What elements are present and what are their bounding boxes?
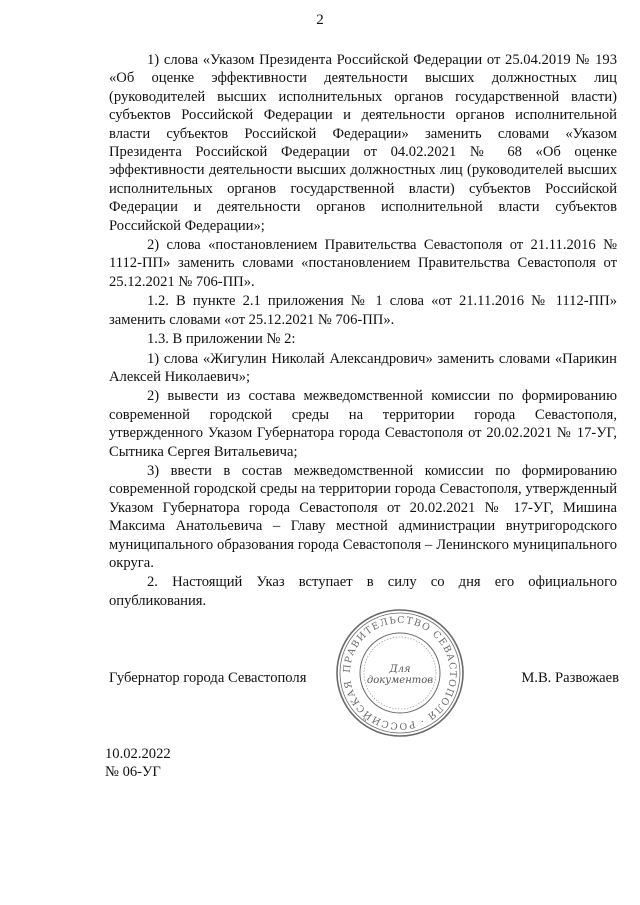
signer-position: Губернатор города Севастополя xyxy=(109,670,307,686)
signer-name: М.В. Развожаев xyxy=(521,670,619,686)
stamp-outer-text: ПРАВИТЕЛЬСТВО СЕВАСТОПОЛЯ · РОССИЙСКАЯ xyxy=(341,614,459,732)
paragraph-4: 1.3. В приложении № 2: xyxy=(147,331,296,348)
paragraph-6: 2) вывести из состава межведомственной комиссии по формированию современной городской среды на территории города Севастополя, утвержденного Указом Губернатора города Севастополя от 20.02.2021 № 17-УГ, Сытника Сергея Витальевича; xyxy=(109,388,617,460)
paragraph-1: 1) слова «Указом Президента Российской Федерации от 25.04.2019 № 193 «Об оценке эффективности деятельности высших должностных лиц (руководителей высших исполнительных органов государственной власти) субъектов Российской Федерации и деятельности органов исполнительной власти субъектов Российской Федерации» заменить словами «Указом Президента Российской Федерации от 04.02.2021 № 68 «Об оценке эффективности деятельности высших должностных лиц (руководителей высших исполнительных органов государственной власти) субъектов Российской Федерации и деятельности органов исполнительной власти субъектов Российской Федерации»; xyxy=(109,52,617,234)
document-number: № 06-УГ xyxy=(105,764,161,781)
document-date: 10.02.2022 xyxy=(105,746,171,762)
stamp-center-line-1: Для xyxy=(389,664,411,675)
stamp-center-line-2: документов xyxy=(366,675,434,686)
paragraph-2: 2) слова «постановлением Правительства Севастополя от 21.11.2016 № 1112-ПП» заменить словами «постановлением Правительства Севастополя от 25.12.2021 № 706-ПП». xyxy=(109,237,617,290)
paragraph-3: 1.2. В пункте 2.1 приложения № 1 слова «от 21.11.2016 № 1112-ПП» заменить словами «от 25.12.2021 № 706-ПП». xyxy=(109,293,617,328)
paragraph-8: 2. Настоящий Указ вступает в силу со дня его официального опубликования. xyxy=(109,574,617,609)
document-date-block xyxy=(105,745,171,782)
paragraph-5: 1) слова «Жигулин Николай Александрович» заменить словами «Парикин Алексей Николаевич»; xyxy=(109,350,617,385)
paragraph-7: 3) ввести в состав межведомственной комиссии по формированию современной городской среды на территории города Севастополя, утвержденный Указом Губернатора города Севастополя от 20.02.2021 № 17-УГ, Мишина Максима Анатольевича – Главу местной администрации внутригородского муниципального образования города Севастополя – Ленинского муниципального округа. xyxy=(109,462,617,571)
signature-block xyxy=(109,670,619,692)
document-body xyxy=(109,51,617,610)
page-number: 2 xyxy=(316,12,324,28)
